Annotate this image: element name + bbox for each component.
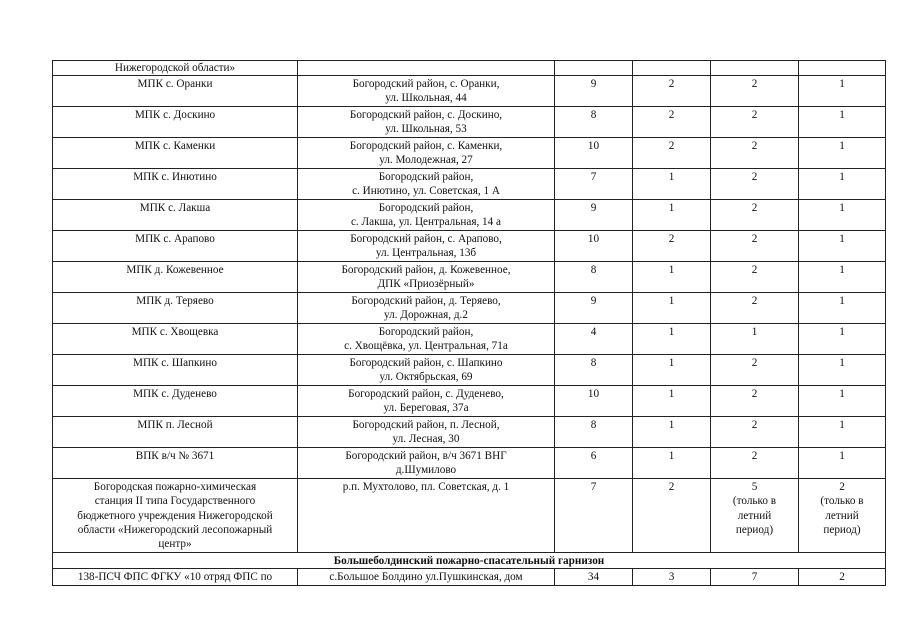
cell-value-1: 10 (555, 138, 633, 169)
cell-value-3: 2 (711, 386, 799, 417)
table-row (53, 231, 886, 262)
cell-name: МПК с. Дуденево (53, 386, 298, 417)
cell-value-1: 7 (555, 479, 633, 553)
cell-address: Богородский район, в/ч 3671 ВНГ д.Шумилово (298, 448, 555, 479)
table-body (53, 61, 886, 586)
cell-name: МПК с. Лакша (53, 200, 298, 231)
cell-name: МПК с. Доскино (53, 107, 298, 138)
table-row (53, 448, 886, 479)
cell-name: МПК с. Каменки (53, 138, 298, 169)
cell-value-2: 1 (633, 386, 711, 417)
cell-address: Богородский район, д. Теряево, ул. Дорожная, д.2 (298, 293, 555, 324)
cell-value-1: 34 (555, 569, 633, 585)
cell-value-3: 2 (711, 231, 799, 262)
cell-name: Богородская пожарно-химическая станция II типа Государственного бюджетного учреждения Нижегородской области «Нижегородский лесопожарный центр» (53, 479, 298, 553)
table-row (53, 200, 886, 231)
cell-value-2: 2 (633, 231, 711, 262)
cell-value-1: 9 (555, 293, 633, 324)
cell-name: МПК с. Хвощевка (53, 324, 298, 355)
cell-value-4: 1 (799, 169, 886, 200)
cell-value-2: 1 (633, 448, 711, 479)
cell-value-3: 2 (711, 169, 799, 200)
cell-value-1: 8 (555, 107, 633, 138)
cell-address: Богородский район, с. Каменки, ул. Молодежная, 27 (298, 138, 555, 169)
cell-value-3: 2 (711, 355, 799, 386)
cell-value-3: 7 (711, 569, 799, 585)
cell-value-3: 5 (только в летний период) (711, 479, 799, 553)
cell-address (298, 61, 555, 76)
cell-value-1: 8 (555, 417, 633, 448)
cell-value-2 (633, 61, 711, 76)
cell-value-4: 1 (799, 107, 886, 138)
table-row-forest-fire-station (53, 479, 886, 553)
cell-value-1: 8 (555, 355, 633, 386)
cell-name: МПК с. Шапкино (53, 355, 298, 386)
table-row (53, 169, 886, 200)
cell-name: ВПК в/ч № 3671 (53, 448, 298, 479)
cell-value-2: 1 (633, 200, 711, 231)
cell-address: Богородский район, с. Доскино, ул. Школьная, 53 (298, 107, 555, 138)
cell-value-4: 1 (799, 386, 886, 417)
cell-value-4: 1 (799, 355, 886, 386)
cell-value-2: 1 (633, 324, 711, 355)
cell-value-3: 2 (711, 76, 799, 107)
cell-value-3: 2 (711, 262, 799, 293)
cell-address: с.Большое Болдино ул.Пушкинская, дом (298, 569, 555, 585)
cell-value-1: 8 (555, 262, 633, 293)
cell-address: Богородский район, с. Лакша, ул. Центральная, 14 а (298, 200, 555, 231)
cell-value-2: 3 (633, 569, 711, 585)
cell-value-4: 1 (799, 417, 886, 448)
cell-value-3: 2 (711, 448, 799, 479)
cell-value-3: 2 (711, 138, 799, 169)
cell-value-4: 1 (799, 200, 886, 231)
cell-address: Богородский район, с. Шапкино ул. Октябрьская, 69 (298, 355, 555, 386)
table-row (53, 76, 886, 107)
cell-value-2: 2 (633, 76, 711, 107)
table-row (53, 386, 886, 417)
cell-name: МПК с. Инютино (53, 169, 298, 200)
cell-address: Богородский район, с. Хвощёвка, ул. Центральная, 71а (298, 324, 555, 355)
cell-value-4: 1 (799, 231, 886, 262)
cell-address: Богородский район, п. Лесной, ул. Лесная, 30 (298, 417, 555, 448)
cell-value-4: 1 (799, 138, 886, 169)
cell-value-1: 10 (555, 386, 633, 417)
cell-name: МПК п. Лесной (53, 417, 298, 448)
cell-value-4: 1 (799, 76, 886, 107)
table-row-continuation (53, 61, 886, 76)
cell-value-1: 9 (555, 200, 633, 231)
cell-value-1: 7 (555, 169, 633, 200)
cell-value-3: 2 (711, 107, 799, 138)
cell-value-4: 2 (только в летний период) (799, 479, 886, 553)
table-row (53, 138, 886, 169)
cell-name: МПК с. Оранки (53, 76, 298, 107)
cell-value-4: 1 (799, 262, 886, 293)
cell-value-1: 6 (555, 448, 633, 479)
garrison-title: Большеболдинский пожарно-спасательный гарнизон (53, 553, 886, 569)
cell-address: Богородский район, с. Дуденево, ул. Береговая, 37а (298, 386, 555, 417)
cell-address: Богородский район, с. Оранки, ул. Школьная, 44 (298, 76, 555, 107)
cell-address: р.п. Мухтолово, пл. Советская, д. 1 (298, 479, 555, 553)
cell-value-2: 1 (633, 169, 711, 200)
table-row (53, 417, 886, 448)
cell-name: МПК с. Арапово (53, 231, 298, 262)
table-row (53, 262, 886, 293)
cell-name: МПК д. Кожевенное (53, 262, 298, 293)
cell-value-3: 2 (711, 293, 799, 324)
table-row (53, 569, 886, 585)
cell-name: Нижегородской области» (53, 61, 298, 76)
cell-value-2: 2 (633, 138, 711, 169)
cell-value-4: 2 (799, 569, 886, 585)
table-row (53, 107, 886, 138)
cell-value-4: 1 (799, 324, 886, 355)
cell-value-1: 4 (555, 324, 633, 355)
cell-address: Богородский район, д. Кожевенное, ДПК «Приозёрный» (298, 262, 555, 293)
cell-value-2: 1 (633, 262, 711, 293)
cell-value-3: 1 (711, 324, 799, 355)
cell-value-4: 1 (799, 448, 886, 479)
cell-value-2: 2 (633, 479, 711, 553)
cell-value-4 (799, 61, 886, 76)
cell-value-1 (555, 61, 633, 76)
table-row (53, 324, 886, 355)
table-row (53, 355, 886, 386)
cell-value-3: 2 (711, 200, 799, 231)
cell-value-2: 2 (633, 107, 711, 138)
cell-value-1: 9 (555, 76, 633, 107)
table-row (53, 293, 886, 324)
cell-address: Богородский район, с. Инютино, ул. Советская, 1 А (298, 169, 555, 200)
cell-name: МПК д. Теряево (53, 293, 298, 324)
cell-value-2: 1 (633, 417, 711, 448)
fire-units-table (52, 60, 886, 586)
cell-value-4: 1 (799, 293, 886, 324)
cell-value-1: 10 (555, 231, 633, 262)
cell-value-3 (711, 61, 799, 76)
cell-address: Богородский район, с. Арапово, ул. Центральная, 13б (298, 231, 555, 262)
table-group-header (53, 553, 886, 569)
cell-value-2: 1 (633, 355, 711, 386)
cell-name: 138-ПСЧ ФПС ФГКУ «10 отряд ФПС по (53, 569, 298, 585)
cell-value-2: 1 (633, 293, 711, 324)
cell-value-3: 2 (711, 417, 799, 448)
